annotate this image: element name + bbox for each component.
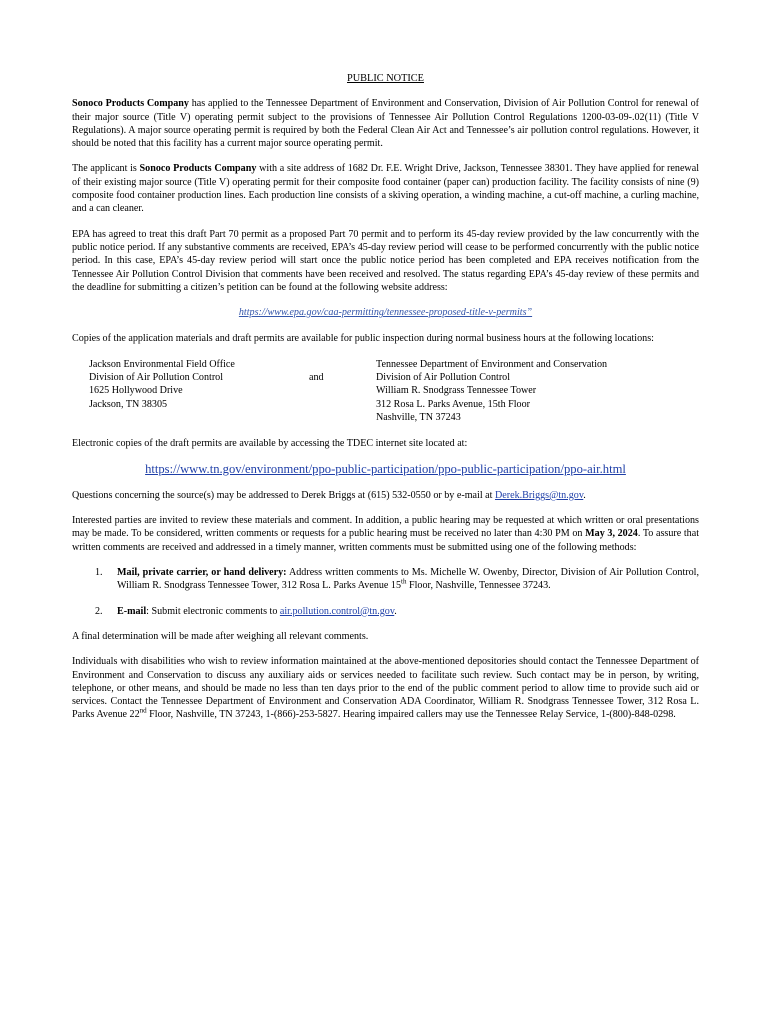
- and-separator: and: [309, 371, 324, 383]
- derek-briggs-email-link[interactable]: Derek.Briggs@tn.gov: [494, 489, 584, 501]
- address-line: Tennessee Department of Environment and Conservation: [376, 358, 608, 370]
- page-title: PUBLIC NOTICE: [347, 73, 424, 84]
- tdec-website-link[interactable]: https://www.tn.gov/environment/ppo-public-participation/ppo-public-participation/ppo-air.html: [145, 461, 626, 476]
- address-line: 312 Rosa L. Parks Avenue, 15th Floor: [376, 398, 531, 410]
- jackson-office-address: [89, 358, 309, 424]
- method-number: 2.: [95, 605, 103, 617]
- paragraph-copies: Copies of the application materials and draft permits are available for public inspection during normal business hours at the following locations:: [72, 333, 654, 345]
- paragraph-questions: Questions concerning the source(s) may be addressed to Derek Briggs at (615) 532-0550 or by e-mail at Derek.Briggs@tn.gov.: [72, 489, 586, 501]
- paragraph-final-determination: A final determination will be made after weighing all relevant comments.: [72, 630, 369, 642]
- air-pollution-email-link[interactable]: air.pollution.control@tn.gov: [279, 605, 395, 617]
- paragraph-application: Sonoco Products Company has applied to the Tennessee Department of Environment and Conservation, Division of Air Pollution Control for renewal of their major source (Title V) operating permit subject to the provisions of Tennessee Air Pollution Control Regulations 1200-03-09-.02(11) (Title V Regulations). A major source operating permit is required by both the Federal Clean Air Act and Tennessee’s air pollution control regulations. However, it should be noted that this facility has a current major source operating permit.: [72, 98, 700, 150]
- public-notice-page: [72, 72, 699, 734]
- address-line: 1625 Hollywood Drive: [89, 385, 183, 397]
- address-line: Division of Air Pollution Control: [376, 372, 511, 384]
- address-line: Nashville, TN 37243: [376, 411, 461, 423]
- address-line: William R. Snodgrass Tennessee Tower: [376, 385, 537, 397]
- paragraph-epa-review: EPA has agreed to treat this draft Part 70 permit as a proposed Part 70 permit and to perform its 45-day review provided by the law concurrently with the public notice period. If any substantive comments are received, EPA’s 45-day review period will cease to be performed concurrently with the public notice period. In this case, EPA’s 45-day review period will start once the public notice period has been completed and EPA receives notification from the Tennessee Air Pollution Control Division that comments have been received and resolved. The status regarding EPA’s 45-day review of these permits and the deadline for submitting a citizen’s petition can be found at the following website address:: [72, 228, 699, 293]
- epa-website-link[interactable]: https://www.epa.gov/caa-permitting/tennessee-proposed-title-v-permits”: [238, 307, 533, 319]
- address-line: Division of Air Pollution Control: [89, 372, 224, 384]
- paragraph-accessibility: Individuals with disabilities who wish to review information maintained at the above-mentioned depositories should contact the Tennessee Department of Environment and Conservation to discuss any auxiliary aids or services needed to facilitate such review. Such contact may be in person, by writing, telephone, or other means, and should be made no less than ten days prior to the end of the public comment period to allow time to provide such aid or services. Contact the Tennessee Department of Environment and Conservation ADA Coordinator, William R. Snodgrass Tennessee Tower, 312 Rosa L. Parks Avenue 22nd Floor, Nashville, TN 37243, 1-(866)-253-5827. Hearing impaired callers may use the Tennessee Relay Service, 1-(800)-848-0298.: [72, 656, 699, 721]
- tdec-link-line: [72, 463, 699, 476]
- method-number: 1.: [95, 567, 103, 579]
- company-name: Sonoco Products Company: [139, 163, 257, 175]
- address-line: Jackson, TN 38305: [89, 398, 168, 410]
- address-line: Jackson Environmental Field Office: [89, 358, 235, 370]
- method-item-mail: 1. Mail, private carrier, or hand delivery: Address written comments to Ms. Michelle W. Owenby, Director, Division of Air Pollution Control, William R. Snodgrass Tennessee Tower, 312 Rosa L. Parks Avenue 15th Floor, Nashville, Tennessee 37243.: [72, 566, 699, 593]
- nashville-office-address: [376, 358, 676, 424]
- method-item-email: 2. E-mail: Submit electronic comments to air.pollution.control@tn.gov.: [72, 605, 699, 618]
- method-label: E-mail: [117, 605, 147, 617]
- method-label: Mail, private carrier, or hand delivery:: [117, 567, 287, 579]
- locations-block: [89, 358, 699, 424]
- paragraph-applicant: The applicant is Sonoco Products Company with a site address of 1682 Dr. F.E. Wright Drive, Jackson, Tennessee 38301. They have applied for renewal of their existing major source (Title V) operating permit for their composite food container (paper can) production facility. The facility consists of nine (9) composite food container production lines. Each production line consists of a skiving operation, a winding machine, a cut-off machine, a curling machine, and a can cleaner.: [72, 163, 699, 215]
- epa-link-line: [72, 306, 699, 319]
- paragraph-comments: Interested parties are invited to review these materials and comment. In addition, a public hearing may be requested at which written or oral presentations may be made. To be considered, written comments or requests for a public hearing must be received no later than 4:30 PM on May 3, 2024. To assure that written comments are received and addressed in a timely manner, written comments must be submitted using one of the following methods:: [72, 515, 700, 553]
- company-name: Sonoco Products Company: [72, 98, 189, 110]
- deadline-date: May 3, 2024: [585, 528, 638, 540]
- paragraph-electronic-copies: Electronic copies of the draft permits are available by accessing the TDEC internet site located at:: [72, 438, 468, 450]
